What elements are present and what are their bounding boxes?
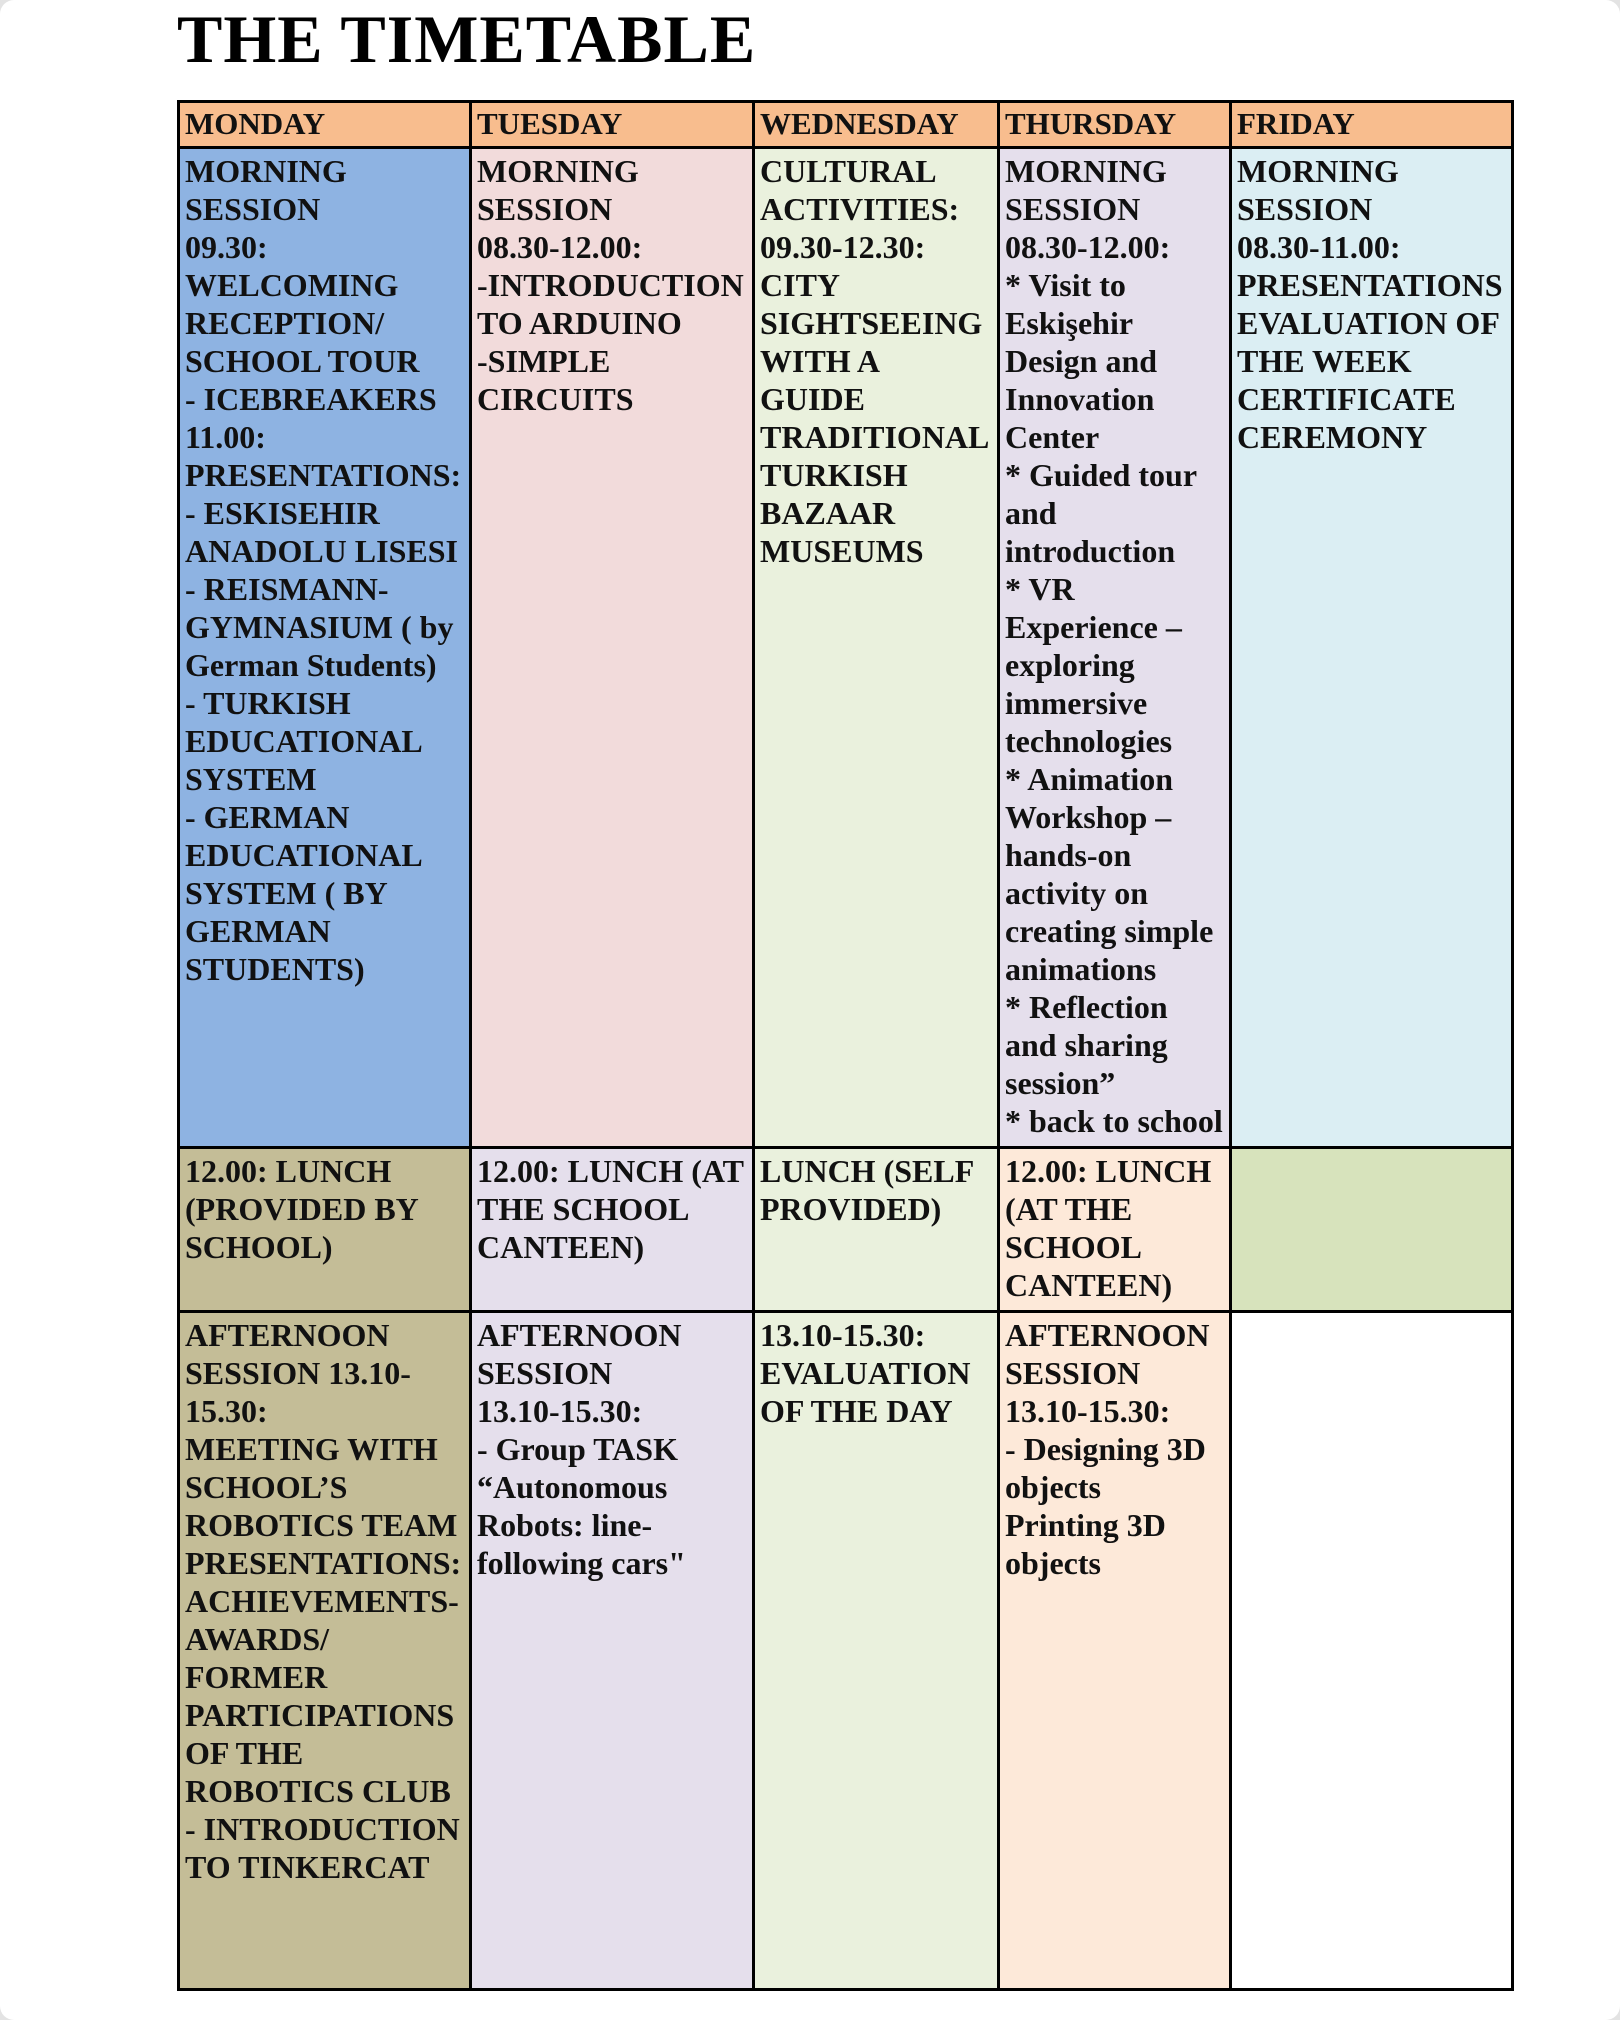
friday-morning-cell: MORNING SESSION 08.30-11.00: PRESENTATIONS EVALUATION OF THE WEEK CERTIFICATE CEREMONY <box>1231 148 1513 1148</box>
day-header-row <box>179 102 1513 148</box>
monday-lunch-cell: 12.00: LUNCH (PROVIDED BY SCHOOL) <box>179 1148 471 1312</box>
wednesday-afternoon-cell: 13.10-15.30: EVALUATION OF THE DAY <box>754 1312 999 1990</box>
day-header-friday: FRIDAY <box>1231 102 1513 148</box>
page-title: THE TIMETABLE <box>177 1 757 77</box>
tuesday-lunch-cell: 12.00: LUNCH (AT THE SCHOOL CANTEEN) <box>471 1148 754 1312</box>
tuesday-morning-cell: MORNING SESSION 08.30-12.00: -INTRODUCTION TO ARDUINO -SIMPLE CIRCUITS <box>471 148 754 1148</box>
friday-afternoon-cell <box>1231 1312 1513 1990</box>
monday-afternoon-cell: AFTERNOON SESSION 13.10- 15.30: MEETING WITH SCHOOL’S ROBOTICS TEAM PRESENTATIONS: ACHIEVEMENTS- AWARDS/ FORMER PARTICIPATIONS OF THE ROBOTICS CLUB - INTRODUCTION TO TINKERCAT <box>179 1312 471 1990</box>
day-header-tuesday: TUESDAY <box>471 102 754 148</box>
monday-morning-cell: MORNING SESSION 09.30: WELCOMING RECEPTION/ SCHOOL TOUR - ICEBREAKERS 11.00: PRESENTATIONS: - ESKISEHIR ANADOLU LISESI - REISMANN- GYMNASIUM ( by German Students) - TURKISH EDUCATIONAL SYSTEM - GERMAN EDUCATIONAL SYSTEM ( BY GERMAN STUDENTS) <box>179 148 471 1148</box>
wednesday-lunch-cell: LUNCH (SELF PROVIDED) <box>754 1148 999 1312</box>
lunch-row <box>179 1148 1513 1312</box>
day-header-thursday: THURSDAY <box>999 102 1231 148</box>
thursday-morning-cell: MORNING SESSION 08.30-12.00: * Visit to Eskişehir Design and Innovation Center * Guided tour and introduction * VR Experience – exploring immersive technologies * Animation Workshop – hands-on activity on creating simple animations * Reflection and sharing session” * back to school <box>999 148 1231 1148</box>
day-header-monday: MONDAY <box>179 102 471 148</box>
day-header-wednesday: WEDNESDAY <box>754 102 999 148</box>
morning-session-row <box>179 148 1513 1148</box>
thursday-lunch-cell: 12.00: LUNCH (AT THE SCHOOL CANTEEN) <box>999 1148 1231 1312</box>
thursday-afternoon-cell: AFTERNOON SESSION 13.10-15.30: - Designing 3D objects Printing 3D objects <box>999 1312 1231 1990</box>
afternoon-session-row <box>179 1312 1513 1990</box>
timetable <box>177 100 1514 1991</box>
tuesday-afternoon-cell: AFTERNOON SESSION 13.10-15.30: - Group TASK “Autonomous Robots: line- following cars" <box>471 1312 754 1990</box>
friday-lunch-cell <box>1231 1148 1513 1312</box>
wednesday-morning-cell: CULTURAL ACTIVITIES: 09.30-12.30: CITY SIGHTSEEING WITH A GUIDE TRADITIONAL TURKISH BAZAAR MUSEUMS <box>754 148 999 1148</box>
